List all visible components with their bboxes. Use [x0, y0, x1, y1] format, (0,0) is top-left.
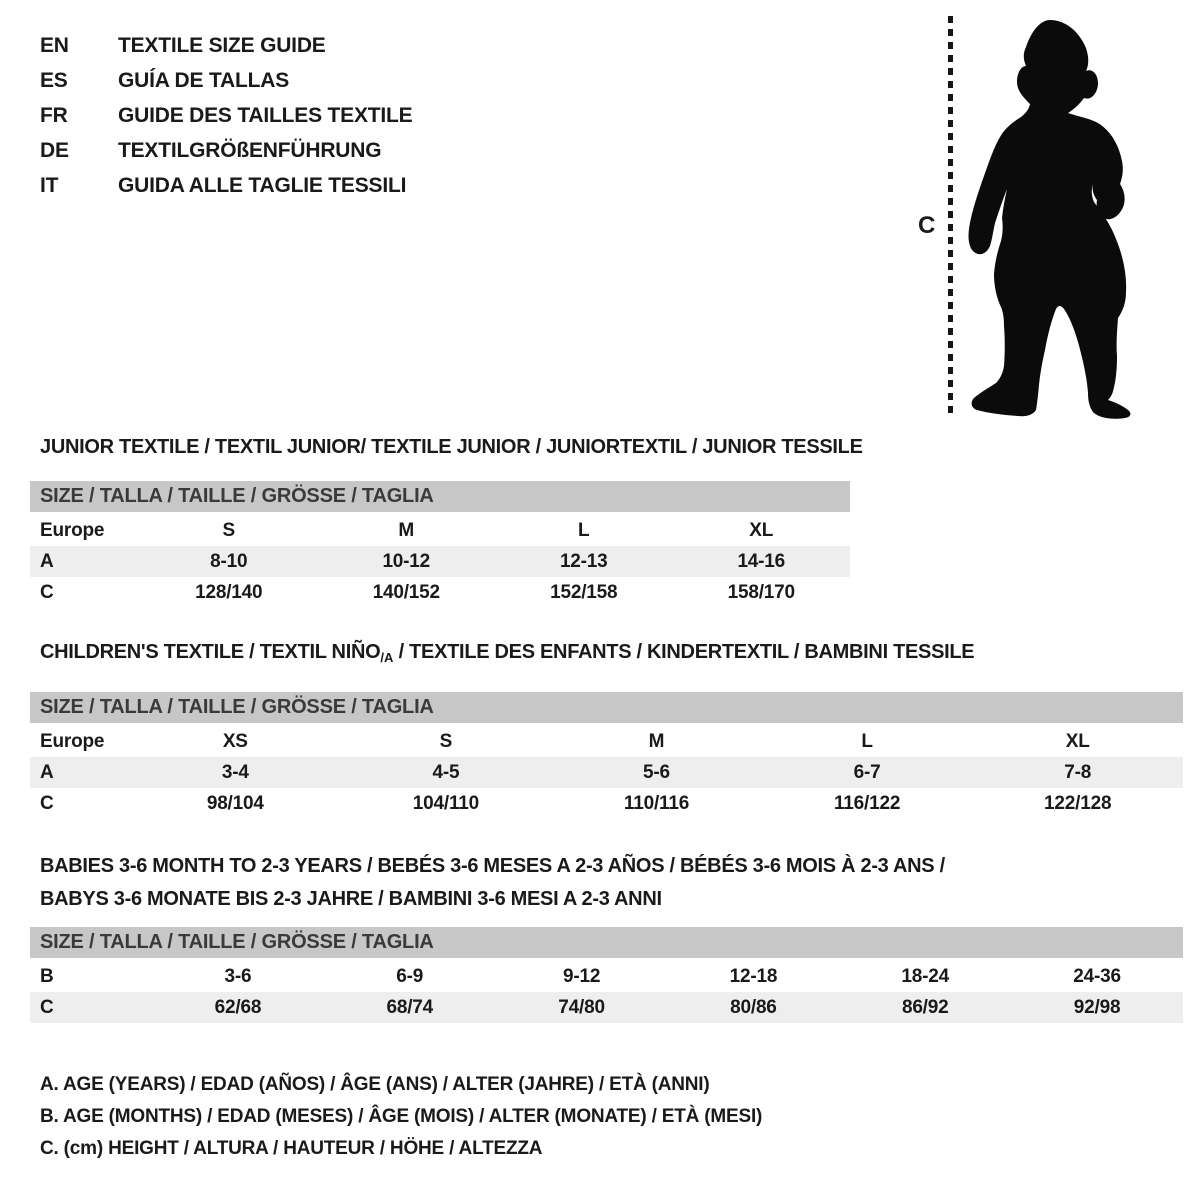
lang-row-de — [40, 133, 412, 168]
size-cell: XL — [1065, 731, 1090, 752]
lang-title: GUIDE DES TAILLES TEXTILE — [118, 104, 413, 127]
value-cell: 104/110 — [412, 793, 479, 814]
height-measure-label: C — [918, 212, 936, 239]
row-label: C — [40, 793, 54, 814]
lang-row-it — [40, 168, 412, 203]
value-cell: 3-4 — [221, 762, 249, 783]
value-cell: 80/86 — [730, 997, 777, 1018]
value-cell: 68/74 — [386, 997, 434, 1018]
value-cell: 110/116 — [623, 793, 690, 814]
lang-code: DE — [40, 139, 69, 162]
height-cm-row — [30, 577, 850, 608]
value-cell: 18-24 — [901, 966, 950, 987]
toddler-silhouette-icon — [960, 12, 1140, 422]
value-cell: 92/98 — [1073, 997, 1121, 1018]
children-section-title — [40, 641, 974, 665]
lang-row-fr — [40, 98, 412, 133]
babies-title-line1: BABIES 3-6 MONTH TO 2-3 YEARS / BEBÉS 3-6 MESES A 2-3 AÑOS / BÉBÉS 3-6 MOIS À 2-3 ANS / — [40, 855, 945, 877]
size-cell: M — [648, 731, 665, 752]
lang-row-en — [40, 28, 412, 63]
value-cell: 4-5 — [432, 762, 460, 783]
value-cell: 6-9 — [396, 966, 424, 987]
value-cell: 12-18 — [729, 966, 778, 987]
lang-title: GUÍA DE TALLAS — [118, 69, 290, 92]
size-label-row — [30, 726, 1183, 757]
row-label: C — [40, 997, 54, 1018]
row-label: Europe — [40, 520, 105, 541]
size-header-bar: SIZE / TALLA / TAILLE / GRÖSSE / TAGLIA — [30, 692, 1183, 723]
value-cell: 158/170 — [727, 582, 795, 603]
row-label: A — [40, 762, 54, 783]
value-cell: 122/128 — [1044, 793, 1112, 814]
junior-size-table — [30, 481, 850, 608]
value-cell: 74/80 — [558, 997, 605, 1018]
size-cell: L — [578, 520, 590, 541]
value-cell: 12-13 — [559, 551, 608, 572]
babies-section-title — [40, 850, 945, 916]
row-label: A — [40, 551, 54, 572]
value-cell: 140/152 — [372, 582, 440, 603]
size-label-row — [30, 515, 850, 546]
size-cell: S — [439, 731, 453, 752]
lang-code: EN — [40, 34, 69, 57]
row-label: B — [40, 966, 54, 987]
size-cell: XS — [222, 731, 248, 752]
lang-code: IT — [40, 174, 59, 197]
lang-title: TEXTILE SIZE GUIDE — [118, 34, 326, 57]
value-cell: 86/92 — [901, 997, 949, 1018]
size-header-bar: SIZE / TALLA / TAILLE / GRÖSSE / TAGLIA — [30, 927, 1183, 958]
size-cell: L — [861, 731, 873, 752]
value-cell: 24-36 — [1073, 966, 1121, 987]
children-size-table — [30, 692, 1183, 819]
age-years-row — [30, 757, 1183, 788]
row-label: C — [40, 582, 54, 603]
value-cell: 14-16 — [737, 551, 786, 572]
height-cm-row — [30, 788, 1183, 819]
size-cell: S — [222, 520, 235, 541]
lang-code: FR — [40, 104, 68, 127]
value-cell: 3-6 — [224, 966, 252, 987]
junior-section-title: JUNIOR TEXTILE / TEXTIL JUNIOR/ TEXTILE JUNIOR / JUNIORTEXTIL / JUNIOR TESSILE — [40, 436, 863, 458]
value-cell: 10-12 — [382, 551, 431, 572]
legend-line-c: C. (cm) HEIGHT / ALTURA / HAUTEUR / HÖHE / ALTEZZA — [40, 1138, 543, 1159]
language-title-list — [40, 28, 412, 203]
legend-line-b: B. AGE (MONTHS) / EDAD (MESES) / ÂGE (MOIS) / ALTER (MONATE) / ETÀ (MESI) — [40, 1106, 763, 1127]
children-title-prefix: CHILDREN'S TEXTILE / TEXTIL NIÑO — [40, 641, 381, 663]
lang-code: ES — [40, 69, 68, 92]
babies-title-line2: BABYS 3-6 MONATE BIS 2-3 JAHRE / BAMBINI 3-6 MESI A 2-3 ANNI — [40, 888, 662, 910]
children-title-suffix: / TEXTILE DES ENFANTS / KINDERTEXTIL / BAMBINI TESSILE — [393, 641, 975, 663]
row-label: Europe — [40, 731, 105, 752]
value-cell: 152/158 — [550, 582, 618, 603]
value-cell: 98/104 — [206, 793, 264, 814]
lang-row-es — [40, 63, 412, 98]
age-years-row — [30, 546, 850, 577]
value-cell: 116/122 — [833, 793, 901, 814]
legend-line-a: A. AGE (YEARS) / EDAD (AÑOS) / ÂGE (ANS) / ALTER (JAHRE) / ETÀ (ANNI) — [40, 1074, 710, 1095]
children-title-subscript: /A — [380, 650, 394, 665]
value-cell: 62/68 — [214, 997, 262, 1018]
size-cell: M — [398, 520, 415, 541]
lang-title: GUIDA ALLE TAGLIE TESSILI — [118, 174, 407, 197]
size-header-bar: SIZE / TALLA / TAILLE / GRÖSSE / TAGLIA — [30, 481, 850, 512]
value-cell: 128/140 — [195, 582, 263, 603]
value-cell: 5-6 — [643, 762, 670, 783]
age-months-row — [30, 961, 1183, 992]
size-cell: XL — [749, 520, 774, 541]
measurement-legend — [40, 1069, 762, 1165]
value-cell: 9-12 — [562, 966, 601, 987]
value-cell: 7-8 — [1064, 762, 1092, 783]
value-cell: 6-7 — [853, 762, 881, 783]
babies-size-table — [30, 927, 1183, 1023]
value-cell: 8-10 — [210, 551, 248, 572]
lang-title: TEXTILGRÖßENFÜHRUNG — [118, 139, 382, 162]
height-dashed-line — [948, 16, 953, 418]
height-cm-row — [30, 992, 1183, 1023]
